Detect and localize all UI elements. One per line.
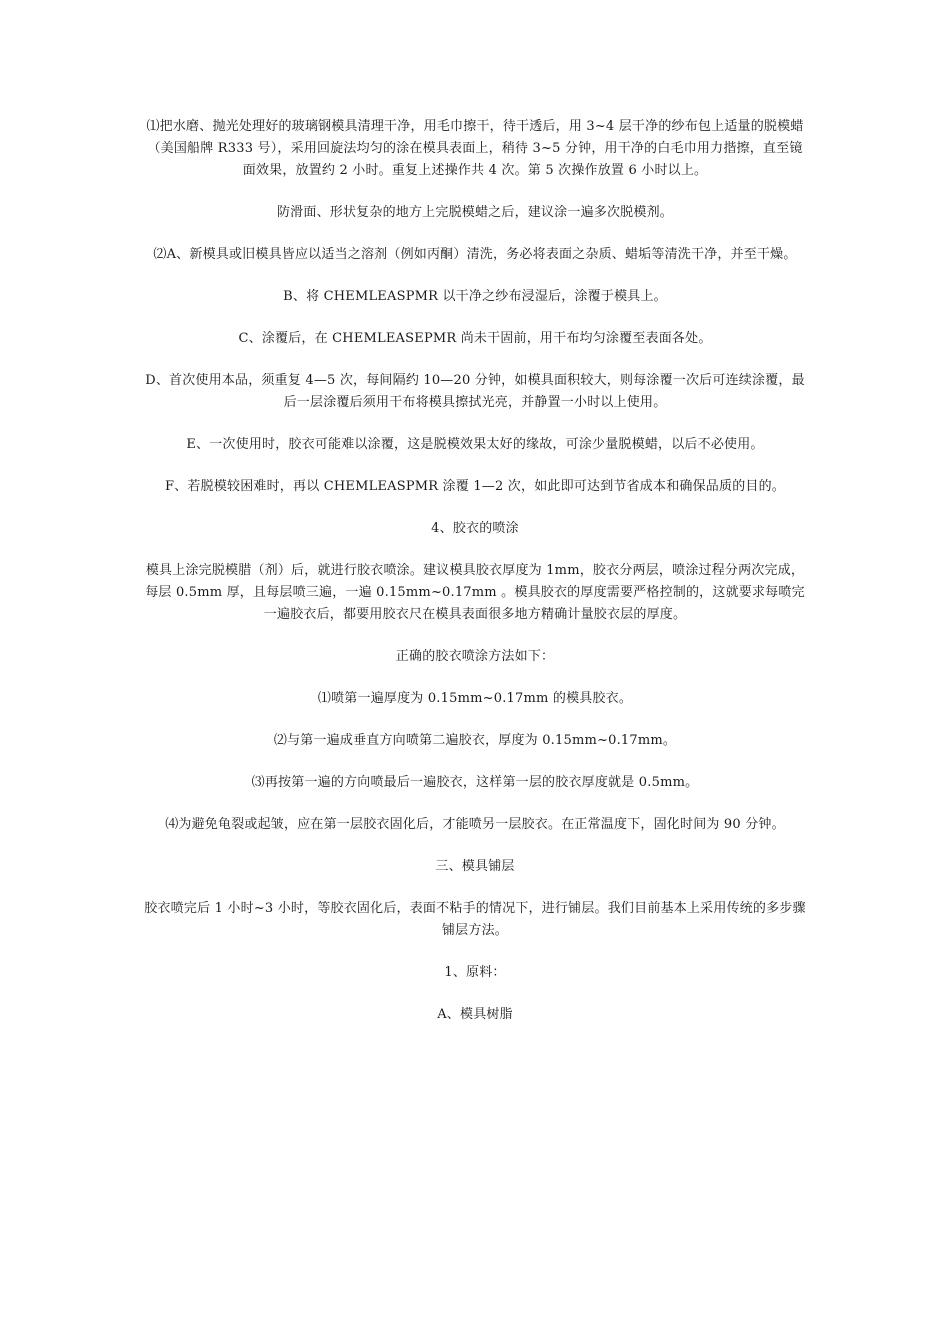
paragraph-layup-intro: 胶衣喷完后 1 小时~3 小时，等胶衣固化后，表面不粘手的情况下，进行铺层。我们目前基本上采用传统的多步骤铺层方法。 [144,901,806,938]
document-body [143,116,807,1026]
paragraph-step-2a: ⑵A、新模具或旧模具皆应以适当之溶剂（例如丙酮）清洗，务必将表面之杂质、蜡垢等清洗干净，并至干燥。 [153,247,797,262]
paragraph-step-f: F、若脱模较困难时，再以 CHEMLEASPMR 涂覆 1—2 次，如此即可达到节省成本和确保品质的目的。 [164,479,786,494]
paragraph-correct-method-heading: 正确的胶衣喷涂方法如下： [395,649,555,664]
paragraph-step-c: C、涂覆后，在 CHEMLEASEPMR 尚未干固前，用干布均匀涂覆至表面各处。 [238,331,712,346]
section-heading-raw-materials: 1、原料： [444,965,506,980]
paragraph-step-e: E、一次使用时，胶衣可能难以涂覆，这是脱模效果太好的缘故，可涂少量脱模蜡，以后不必使用。 [186,437,764,452]
paragraph-gelcoat-intro: 模具上涂完脱模腊（剂）后，就进行胶衣喷涂。建议模具胶衣厚度为 1mm，胶衣分两层，喷涂过程分两次完成，每层 0.5mm 厚，且每层喷三遍，一遍 0.15mm~0.17mm 。模具胶衣的厚度需要严格控制的，这就要求每喷完一遍胶衣后，都要用胶衣尺在模具表面很多地方精确计量胶衣层的厚度。 [145,563,805,622]
paragraph-mold-resin: A、模具树脂 [437,1007,513,1022]
paragraph-spray-step-2: ⑵与第一遍成垂直方向喷第二遍胶衣，厚度为 0.15mm~0.17mm。 [273,733,677,748]
section-heading-mold-layup: 三、模具铺层 [435,859,515,874]
paragraph-step-b: B、将 CHEMLEASPMR 以干净之纱布浸湿后，涂覆于模具上。 [283,289,667,304]
paragraph-wax-step-1: ⑴把水磨、抛光处理好的玻璃钢模具清理干净，用毛巾擦干，待干透后，用 3~4 层干净的纱布包上适量的脱模蜡（美国船牌 R333 号），采用回旋法均匀的涂在模具表面上，稍待 3~5 分钟，用干净的白毛巾用力揩擦，直至镜面效果，放置约 2 小时。重复上述操作共 4 次。第 5 次操作放置 6 小时以上。 [146,119,804,178]
paragraph-step-d: D、首次使用本品，须重复 4—5 次，每间隔约 10—20 分钟，如模具面积较大，则每涂覆一次后可连续涂覆，最后一层涂覆后须用干布将模具擦拭光亮，并静置一小时以上使用。 [145,373,805,410]
paragraph-spray-step-1: ⑴喷第一遍厚度为 0.15mm~0.17mm 的模具胶衣。 [317,691,633,706]
section-heading-gelcoat-spraying: 4、胶衣的喷涂 [431,521,519,536]
paragraph-spray-step-3: ⑶再按第一遍的方向喷最后一遍胶衣，这样第一层的胶衣厚度就是 0.5mm。 [251,775,699,790]
paragraph-spray-step-4: ⑷为避免龟裂或起皱，应在第一层胶衣固化后，才能喷另一层胶衣。在正常温度下，固化时间为 90 分钟。 [165,817,785,832]
paragraph-release-agent-note: 防滑面、形状复杂的地方上完脱模蜡之后，建议涂一遍多次脱模剂。 [276,205,673,220]
